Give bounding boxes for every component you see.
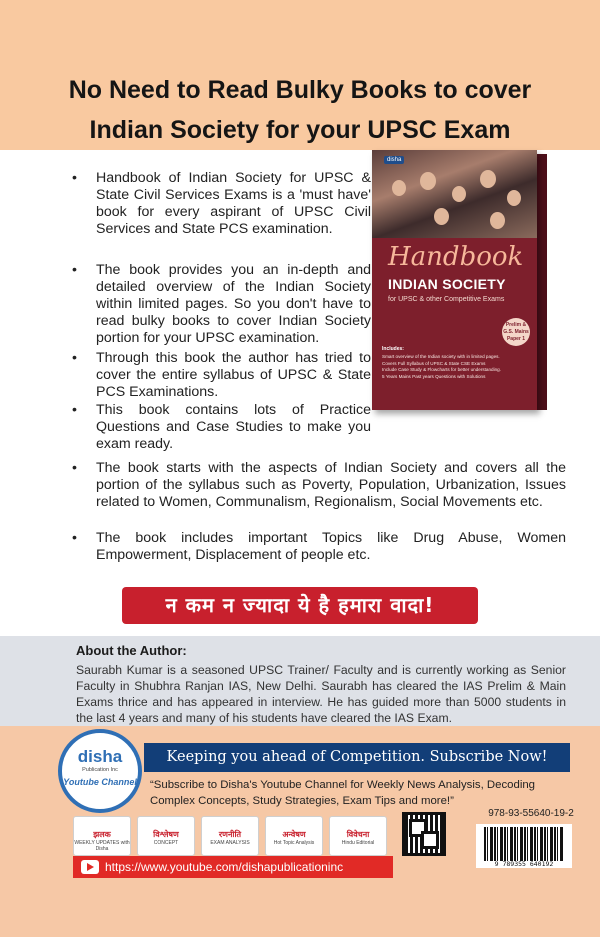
headline-line-1: No Need to Read Bulky Books to cover	[68, 76, 532, 104]
cover-title-handbook: Handbook	[388, 242, 524, 272]
series-icon-ranneeti: रणनीति EXAM ANALYSIS	[201, 816, 259, 856]
barcode-bars	[484, 827, 564, 861]
cover-title-main: INDIAN SOCIETY	[388, 276, 506, 292]
youtube-link[interactable]	[73, 856, 393, 878]
includes-list	[382, 354, 522, 380]
bullet-icon: •	[72, 402, 77, 418]
bullet-icon: •	[72, 170, 77, 186]
includes-item: Covers Full Syllabus of UPSC & State CSE Exams	[382, 360, 486, 366]
publisher-logo: disha	[384, 156, 404, 164]
subscribe-banner: Keeping you ahead of Competition. Subscribe Now!	[144, 743, 570, 772]
bullet-text: The book provides you an in-depth and detailed overview of the Indian Society within limited pages. So you don't have to read bulky books to cover Indian Society portion for your UPSC examination.	[96, 262, 371, 346]
hindi-slogan-banner: न कम न ज्यादा ये है हमारा वादा!	[122, 587, 478, 624]
youtube-url[interactable]: https://www.youtube.com/dishapublicationinc	[105, 860, 344, 874]
series-icon-jhalak: झलक WEEKLY UPDATES with Disha	[73, 816, 131, 856]
bullet-text: Through this book the author has tried to cover the entire syllabus of UPSC & State PCS Examinations.	[96, 350, 371, 400]
bullet-text: This book contains lots of Practice Questions and Case Studies to make you exam ready.	[96, 402, 371, 452]
prelim-badge: Prelim & G.S. Mains Paper 1	[502, 318, 530, 346]
subscribe-quote: “Subscribe to Disha's Youtube Channel for Weekly News Analysis, Decoding Complex Concepts, Study Strategies, Exam Tips and more!”	[150, 779, 536, 807]
barcode	[476, 824, 572, 868]
about-title: About the Author:	[76, 643, 187, 658]
includes-item: Include Case Study & Flowcharts for better understanding.	[382, 367, 501, 372]
headline-line-2: Indian Society for your UPSC Exam	[89, 116, 511, 144]
logo-brand: disha	[77, 747, 123, 766]
includes-item: Smart overview of the Indian society with in limited pages.	[382, 354, 500, 359]
book-spine	[537, 154, 547, 410]
barcode-number: 9 789355 640192	[494, 860, 554, 868]
includes-item: 5 Years Mains Past years Questions with Solutions	[382, 373, 486, 379]
bullet-icon: •	[72, 460, 77, 476]
bullet-icon: •	[72, 262, 77, 278]
book-cover-image	[372, 150, 552, 415]
disha-youtube-logo	[58, 729, 142, 813]
book-front	[372, 150, 537, 410]
about-author-section	[0, 636, 600, 726]
series-icon-vishleshan: विश्लेषण CONCEPT	[137, 816, 195, 856]
series-icon-vivechana: विवेचना Hindu Editorial	[329, 816, 387, 856]
qr-code[interactable]	[402, 812, 446, 856]
logo-publication: Publication Inc	[82, 767, 118, 773]
bullet-text: The book includes important Topics like Drug Abuse, Women Empowerment, Displacement of people etc.	[96, 530, 566, 563]
bullet-icon: •	[72, 530, 77, 546]
about-text: Saurabh Kumar is a seasoned UPSC Trainer/ Faculty and is currently working as Senior Faculty in Shubhra Ranjan IAS, New Delhi. Saurabh has cleared the IAS Prelim & Main Exams thrice and has appeared in interview. He has guided more than 5000 students in the last 4 years and many of his students have cleared the IAS Exam.	[76, 663, 566, 725]
series-icon-anveshan: अन्वेषण Hot Topic Analysis	[265, 816, 323, 856]
bullet-text: The book starts with the aspects of Indian Society and covers all the portion of the syllabus such as Poverty, Population, Urbanization, Issues related to Women, Communalism, Regionalism, Social Movements etc.	[96, 460, 566, 510]
page-headline	[0, 70, 600, 150]
includes-label: Includes:	[382, 346, 404, 352]
logo-channel: Youtube Channel	[63, 777, 137, 787]
bullet-icon: •	[72, 350, 77, 366]
cover-subtitle: for UPSC & other Competitive Exams	[388, 296, 505, 303]
isbn-number: 978-93-55640-19-2	[488, 808, 574, 819]
bullet-text: Handbook of Indian Society for UPSC & State Civil Services Exams is a 'must have' book for every aspirant of UPSC Civil Services and State PCS examination.	[96, 170, 371, 237]
youtube-play-icon	[81, 860, 99, 874]
